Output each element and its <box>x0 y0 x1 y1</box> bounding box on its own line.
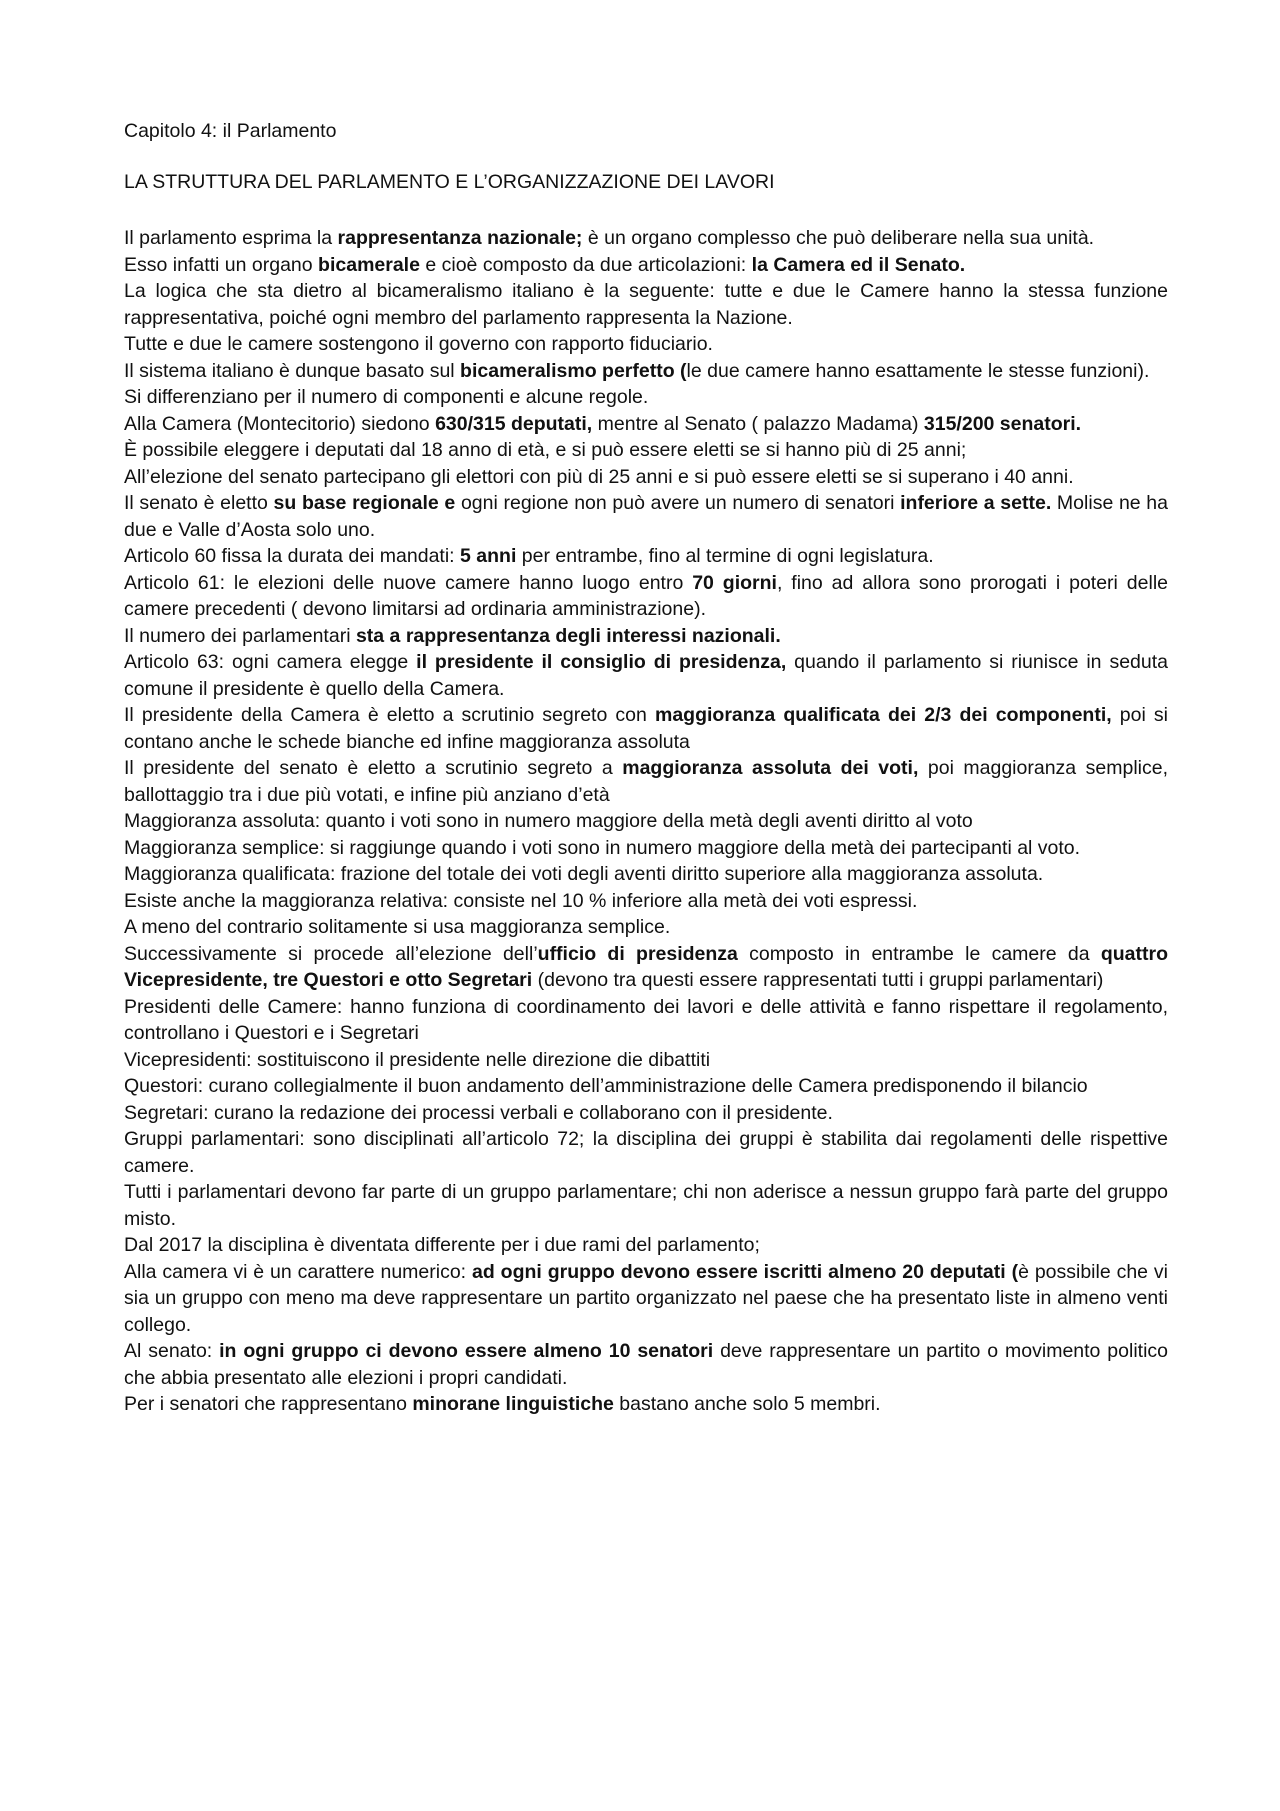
text-run: quando il parlamento si riunisce in seduta comune il presidente è quello della Camera. <box>124 651 1168 700</box>
bold-text: 630/315 deputati, <box>435 412 593 435</box>
paragraph <box>124 835 1168 862</box>
text-run: Il senato è eletto <box>124 492 274 514</box>
text-run: poi maggioranza semplice, ballottaggio tra i due più votati, e infine più anziano d’età <box>124 757 1168 806</box>
text-run: Il parlamento esprima la <box>124 227 338 249</box>
text-run: A meno del contrario solitamente si usa maggioranza semplice. <box>124 916 671 938</box>
paragraph <box>124 570 1168 623</box>
text-run: Si differenziano per il numero di componenti e alcune regole. <box>124 386 649 408</box>
text-run: Molise ne ha due e Valle d’Aosta solo uno. <box>124 492 1169 541</box>
bold-text: il presidente il consiglio di presidenza, <box>416 651 787 673</box>
paragraph <box>124 994 1168 1047</box>
text-run: Il presidente del senato è eletto a scrutinio segreto a <box>124 757 623 779</box>
paragraph <box>124 358 1168 385</box>
paragraph <box>124 1391 1168 1418</box>
bold-text: quattro Vicepresidente, tre Questori e otto Segretari <box>124 942 1168 991</box>
text-run: È possibile eleggere i deputati dal 18 anno di età, e si può essere eletti se si hanno più di 25 anni; <box>124 439 967 461</box>
text-run: Successivamente si procede all’elezione dell’ <box>124 942 538 965</box>
text-run: Esiste anche la maggioranza relativa: consiste nel 10 % inferiore alla metà dei voti espressi. <box>124 889 918 912</box>
bold-text: maggioranza qualificata dei 2/3 dei componenti, <box>655 704 1112 726</box>
paragraph <box>124 464 1168 491</box>
section-heading: LA STRUTTURA DEL PARLAMENTO E L’ORGANIZZAZIONE DEI LAVORI <box>124 170 775 193</box>
text-run: Esso infatti un organo <box>124 253 319 276</box>
text-run: le due camere hanno esattamente le stesse funzioni). <box>686 359 1150 382</box>
text-run: deve rappresentare un partito o movimento politico che abbia presentato alle elezioni i propri candidati. <box>124 1340 1168 1389</box>
text-run: All’elezione del senato partecipano gli elettori con più di 25 anni e si può essere eletti se si superano i 40 anni. <box>124 465 1074 488</box>
text-run: Articolo 63: ogni camera elegge <box>124 651 417 673</box>
text-run: Al senato: <box>124 1340 220 1362</box>
text-run: , fino ad allora sono prorogati i poteri delle camere precedenti ( devono limitarsi ad ordinaria amministrazione). <box>124 571 1168 620</box>
text-run: Questori: curano collegialmente il buon andamento dell’amministrazione delle Camera predisponendo il bilancio <box>124 1075 1088 1097</box>
paragraph <box>124 1073 1168 1100</box>
paragraph <box>124 1047 1168 1074</box>
bold-text: sta a rappresentanza degli interessi nazionali. <box>355 624 781 647</box>
bold-text: rappresentanza nazionale; <box>337 227 583 249</box>
body-text <box>124 225 1168 1418</box>
bold-text: 70 giorni <box>692 571 777 594</box>
bold-text: 315/200 senatori. <box>923 412 1082 435</box>
text-run: Dal 2017 la disciplina è diventata differente per i due rami del parlamento; <box>124 1234 760 1256</box>
paragraph <box>124 490 1168 543</box>
bold-text: 5 anni <box>460 545 517 567</box>
paragraph <box>124 623 1168 650</box>
bold-text: inferiore a sette. <box>900 492 1052 514</box>
text-run: poi si contano anche le schede bianche ed infine maggioranza assoluta <box>124 704 1169 753</box>
text-run: Tutti i parlamentari devono far parte di un gruppo parlamentare; chi non aderisce a nessun gruppo farà parte del gruppo misto. <box>124 1181 1168 1230</box>
text-run: per entrambe, fino al termine di ogni legislatura. <box>516 545 934 567</box>
paragraph <box>124 543 1168 570</box>
paragraph <box>124 914 1168 941</box>
text-run: ogni regione non può avere un numero di senatori <box>455 492 901 514</box>
text-run: e cioè composto da due articolazioni: <box>419 253 752 276</box>
paragraph <box>124 861 1168 888</box>
paragraph <box>124 755 1168 808</box>
text-run: Gruppi parlamentari: sono disciplinati all’articolo 72; la disciplina dei gruppi è stabilita dai regolamenti delle rispettive camere. <box>124 1128 1168 1177</box>
paragraph <box>124 1232 1168 1259</box>
text-run: Alla Camera (Montecitorio) siedono <box>124 412 436 435</box>
paragraph <box>124 1100 1168 1127</box>
paragraph <box>124 331 1168 358</box>
text-run: Il numero dei parlamentari <box>124 624 356 647</box>
paragraph <box>124 649 1168 702</box>
text-run: Vicepresidenti: sostituiscono il presidente nelle direzione die dibattiti <box>124 1048 711 1071</box>
text-run: Maggioranza qualificata: frazione del totale dei voti degli aventi diritto superiore alla maggioranza assoluta. <box>124 863 1044 885</box>
text-run: La logica che sta dietro al bicameralismo italiano è la seguente: tutte e due le Camere hanno la stessa funzione rappresentativa, poiché ogni membro del parlamento rappresenta la Nazione. <box>124 280 1168 329</box>
bold-text: maggioranza assoluta dei voti, <box>622 757 919 779</box>
bold-text: bicameralismo perfetto ( <box>460 359 687 382</box>
text-run: Maggioranza semplice: si raggiunge quando i voti sono in numero maggiore della metà dei partecipanti al voto. <box>124 836 1081 859</box>
text-run: Per i senatori che rappresentano <box>124 1393 413 1415</box>
paragraph <box>124 252 1168 279</box>
bold-text: ufficio di presidenza <box>537 942 738 965</box>
text-run: composto in entrambe le camere da <box>737 942 1101 965</box>
chapter-title: Capitolo 4: il Parlamento <box>124 120 337 142</box>
bold-text: in ogni gruppo ci devono essere almeno 10 senatori <box>219 1340 714 1362</box>
text-run: è un organo complesso che può deliberare nella sua unità. <box>582 227 1095 249</box>
bold-text: la Camera ed il Senato. <box>751 253 966 276</box>
paragraph <box>124 1179 1168 1232</box>
bold-text: bicamerale <box>318 253 420 276</box>
bold-text: minorane linguistiche <box>412 1393 614 1415</box>
text-run: Il sistema italiano è dunque basato sul <box>124 359 461 382</box>
paragraph <box>124 808 1168 835</box>
text-run: Alla camera vi è un carattere numerico: <box>124 1260 472 1283</box>
text-run: Segretari: curano la redazione dei processi verbali e collaborano con il presidente. <box>124 1101 833 1124</box>
text-run: Articolo 60 fissa la durata dei mandati: <box>124 545 461 567</box>
paragraph <box>124 225 1168 252</box>
text-run: Tutte e due le camere sostengono il governo con rapporto fiduciario. <box>124 333 713 355</box>
text-run: bastano anche solo 5 membri. <box>613 1393 881 1415</box>
paragraph <box>124 437 1168 464</box>
text-run: mentre al Senato ( palazzo Madama) <box>592 412 924 435</box>
bold-text: ad ogni gruppo devono essere iscritti almeno 20 deputati ( <box>472 1260 1019 1283</box>
text-run: Articolo 61: le elezioni delle nuove camere hanno luogo entro <box>124 571 693 594</box>
paragraph <box>124 384 1168 411</box>
paragraph <box>124 1259 1168 1339</box>
text-run: Maggioranza assoluta: quanto i voti sono in numero maggiore della metà degli aventi diritto al voto <box>124 810 973 832</box>
document-page <box>124 118 1168 1418</box>
text-run: è possibile che vi sia un gruppo con meno ma deve rappresentare un partito organizzato nel paese che ha presentato liste in almeno venti collego. <box>124 1260 1169 1336</box>
paragraph <box>124 702 1168 755</box>
bold-text: su base regionale e <box>273 492 456 514</box>
paragraph <box>124 411 1168 438</box>
paragraph <box>124 941 1168 994</box>
text-run: Presidenti delle Camere: hanno funziona di coordinamento dei lavori e delle attività e fanno rispettare il regolamento, controllano i Questori e i Segretari <box>124 995 1168 1044</box>
paragraph <box>124 1126 1168 1179</box>
paragraph <box>124 888 1168 915</box>
text-run: (devono tra questi essere rappresentati tutti i gruppi parlamentari) <box>532 969 1104 991</box>
paragraph <box>124 1338 1168 1391</box>
text-run: Il presidente della Camera è eletto a scrutinio segreto con <box>124 704 655 726</box>
paragraph <box>124 278 1168 331</box>
